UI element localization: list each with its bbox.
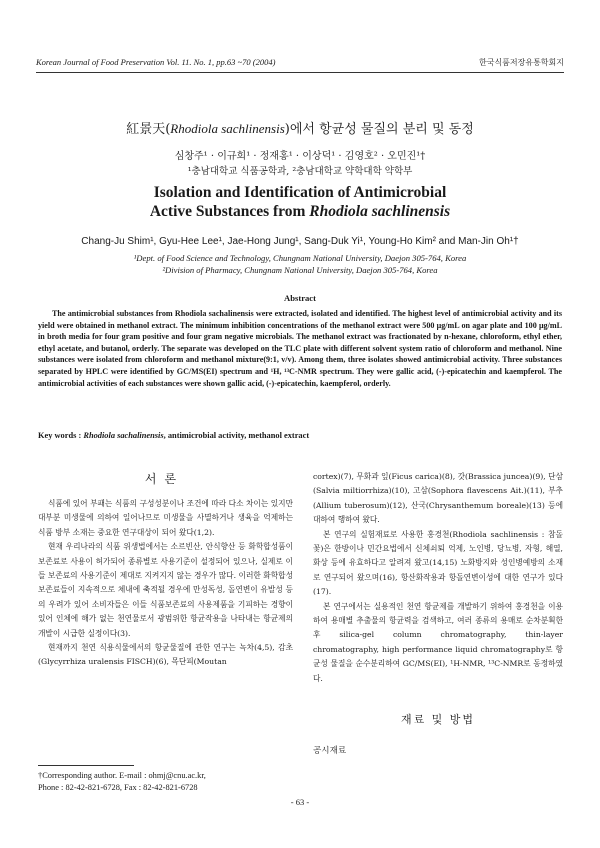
keywords: Key words : Rhodiola sachalinensis, antimicrobial activity, methanol extract — [38, 431, 310, 440]
abstract-text: The antimicrobial substances from Rhodiola sachalinensis were extracted, isolated and identified. The highest level of antimicrobial activity and its yield were obtained in methanol extract. The minimum inhibition concentrations of the methanol extract were 500 μg/mL on agar plate and 100 μg/mL in broth media for four gram positive and four gram negative microbials. The methanol extract was fractionated by n-hexane, chloroform, ethyl ether, ethyl acetate, and butanol, orderly. The separate was developed on the TLC plate with different solvent system ratio of chloroform and methanol. Nine substances were isolated from chloroform and methanol mixture(9:1, v/v). Among them, three isolates showed antimicrobial activity. Three substances separated by HPLC were identified by GC/MS(EI) spectrum and ¹H, ¹³C-NMR spectrum. They were gallic acid, (-)-epicatechin and kaempferol. The antimicrobial activities of each substances were shown gallic acid, (-)-epicatechin, kaempferol, orderly. — [38, 309, 562, 388]
header-rule — [36, 72, 564, 73]
korean-title-species: Rhodiola sachlinensis — [170, 121, 285, 136]
korean-affiliations: ¹충남대학교 식품공학과, ²충남대학교 약학대학 약학부 — [187, 166, 413, 177]
english-authors: Chang-Ju Shim¹, Gyu-Hee Lee¹, Jae-Hong Jung¹, Sang-Duk Yi¹, Young-Ho Kim² and Man-Jin Oh¹† — [81, 236, 519, 247]
english-affiliations: ¹Dept. of Food Science and Technology, Chungnam National University, Daejon 305-764, Korea ²Division of Pharmacy, Chungnam National University, Daejon 305-764, Korea — [133, 253, 467, 275]
intro-paragraph: 본 연구의 실험재료로 사용한 홍경천(Rhodiola sachlinensis : 참돌꽃)은 한방이나 민간요법에서 신체쇠퇴 억제, 노인병, 당뇨병, 자형, 해열, 화상 등에 유효하다고 알려져 왔고(14,15) 노화방지와 성인병예방의 소재로 연구되어 왔으며(16), 항산화작용과 항돌연변이성에 대한 연구가 있다(17). — [313, 529, 563, 597]
page-number: - 63 - — [290, 797, 310, 807]
footnote-rule — [38, 765, 134, 766]
korean-authors: 심창주¹ · 이규희¹ · 정재홍¹ · 이상덕¹ · 김영호² · 오민진¹† — [174, 151, 426, 162]
english-title-line1: Isolation and Identification of Antimicrobial — [153, 184, 447, 201]
footnote — [38, 770, 206, 794]
materials-heading: 재료 및 방법 — [400, 713, 476, 726]
contact-phone: Phone : 82-42-821-6728, Fax : 82-42-821-6728 — [38, 783, 198, 792]
english-title-line2: Active Substances from Rhodiola sachlinensis — [149, 203, 451, 220]
intro-paragraph: 현재 우리나라의 식품 위생법에서는 소르빈산, 안식향산 등 화학합성품이 보존료로 사용이 허가되어 종류별로 사용기준이 설정되어 있으나, 실제로 이들 보존료의 사용기준이 제대로 지켜지지 않는 경우가 많다. 이러한 화학합성 보존료들이 지속적으로 체내에 축적될 경우에 만성독성, 돌연변이 유발성 등의 우려가 있어 소비자들은 이들 식품보존료의 사용제품을 기피하는 경향이 있어 인체에 해가 없는 천연물로서 광범위한 항균작용을 나타내는 항균제의 개발이 시급한 실정이다(3). — [38, 542, 293, 638]
intro-heading: 서론 — [144, 472, 185, 486]
society-name: 한국식품저장유통학회지 — [478, 58, 564, 67]
corresponding-author: †Corresponding author. E-mail : ohmj@cnu.ac.kr, — [38, 771, 206, 780]
journal-citation: Korean Journal of Food Preservation Vol. 11. No. 1, pp.63 ~70 (2004) — [36, 57, 276, 67]
intro-paragraph: 식품에 있어 부패는 식품의 구성성분이나 조건에 따라 다소 차이는 있지만 대부분 미생물에 의하여 일어나므로 미생물을 사멸하거나 생육을 억제하는 식품 방부 소재는 중요한 연구대상이 되어 왔다(1,2). — [38, 499, 293, 537]
korean-title: 紅景天(Rhodiola sachlinensis)에서 항균성 물질의 분리 및 동정 — [126, 121, 474, 137]
right-column — [313, 470, 563, 686]
materials-subheading: 공시재료 — [313, 746, 347, 756]
english-title — [0, 183, 600, 221]
intro-paragraph: 본 연구에서는 실용적인 천연 항균제를 개발하기 위하여 홍경천을 이용하여 용매별 추출물의 항균력을 검색하고, 여러 종류의 용매로 순차분획한 후 silica-gel column chromatography, thin-layer chromatography, high performance liquid chromatography로 항균성 물질을 순수분리하여 GC/MS(EI), ¹H-NMR, ¹³C-NMR로 동정하였다. — [313, 601, 563, 683]
abstract-heading: Abstract — [284, 293, 316, 303]
intro-paragraph: 현재까지 천연 식용식물에서의 항균물질에 관한 연구는 녹차(4,5), 감초(Glycyrrhiza uralensis FISCH)(6), 목단피(Moutan — [38, 643, 293, 667]
intro-continuation: cortex)(7), 무화과 잎(Ficus carica)(8), 갓(Brassica juncea)(9), 단삼(Salvia miltiorrhiza)(10), 고삼(Sophora flavescens Ait.)(11), 부추(Allium tuberosum)(12), 산국(Chrysanthemum boreale)(13) 등에 대하여 행하여 왔다. — [313, 472, 563, 525]
left-column — [38, 497, 293, 670]
